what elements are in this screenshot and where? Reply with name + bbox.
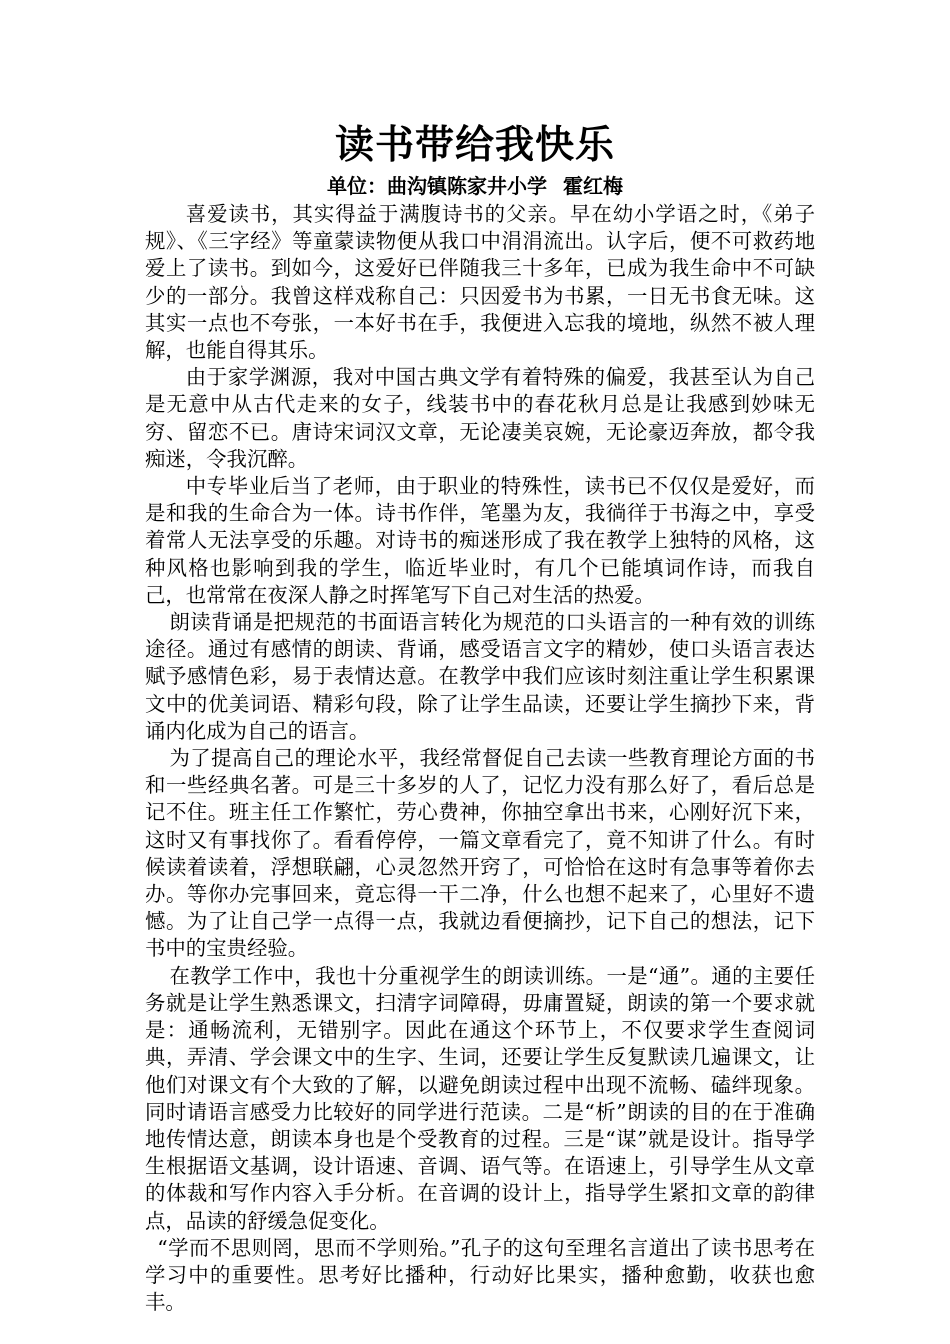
author-byline [0,172,950,200]
paragraph: 为了提高自己的理论水平，我经常督促自己去读一些教育理论方面的书和一些经典名著。可是三十多岁的人了，记忆力没有那么好了，看后总是记不住。班主任工作繁忙，劳心费神，你抽空拿出书来，心刚好沉下来，这时又有事找你了。看看停停，一篇文章看完了，竟不知讲了什么。有时候读着读着，浮想联翩，心灵忽然开窍了，可恰恰在这时有急事等着你去办。等你办完事回来，竟忘得一干二净，什么也想不起来了，心里好不遗憾。为了让自己学一点得一点，我就边看便摘抄，记下自己的想法，记下书中的宝贵经验。 [145,746,815,961]
paragraph: 在教学工作中，我也十分重视学生的朗读训练。一是“通”。通的主要任务就是让学生熟悉课文，扫清字词障碍，毋庸置疑，朗读的第一个要求就是：通畅流利，无错别字。因此在通这个环节上，不仅要求学生查阅词典，弄清、学会课文中的生字、生词，还要让学生反复默读几遍课文，让他们对课文有个大致的了解，以避免朗读过程中出现不流畅、磕绊现象。同时请语言感受力比较好的同学进行范读。二是“析”朗读的目的在于准确地传情达意，朗读本身也是个受教育的过程。三是“谋”就是设计。指导学生根据语文基调，设计语速、音调、语气等。在语速上，引导学生从文章的体裁和写作内容入手分析。在音调的设计上，指导学生紧扣文章的韵律点，品读的舒缓急促变化。 [145,963,815,1233]
paragraph: 朗读背诵是把规范的书面语言转化为规范的口头语言的一种有效的训练途径。通过有感情的朗读、背诵，感受语言文字的精妙，使口头语言表达赋予感情色彩，易于表情达意。在教学中我们应该时刻注重让学生积累课文中的优美词语、精彩句段，除了让学生品读，还要让学生摘抄下来，背诵内化成为自己的语言。 [145,610,815,743]
paragraph: 由于家学渊源，我对中国古典文学有着特殊的偏爱，我甚至认为自己是无意中从古代走来的女子，线装书中的春花秋月总是让我感到妙味无穷、留恋不已。唐诗宋词汉文章，无论凄美哀婉，无论豪迈奔放，都令我痴迷，令我沉醉。 [145,365,815,471]
author-name: 霍红梅 [563,174,623,198]
paragraph: “学而不思则罔，思而不学则殆。”孔子的这句至理名言道出了读书思考在学习中的重要性。思考好比播种，行动好比果实，播种愈勤，收获也愈丰。 [145,1235,815,1315]
unit-label: 单位：曲沟镇陈家井小学 [327,174,547,198]
document-title: 读书带给我快乐 [334,122,615,168]
paragraph: 中专毕业后当了老师，由于职业的特殊性，读书已不仅仅是爱好，而是和我的生命合为一体。诗书作伴，笔墨为友，我徜徉于书海之中，享受着常人无法享受的乐趣。对诗书的痴迷形成了我在教学上独特的风格，这种风格也影响到我的学生，临近毕业时，有几个已能填词作诗，而我自己，也常常在夜深人静之时挥笔写下自己对生活的热爱。 [145,474,815,607]
paragraph: 喜爱读书，其实得益于满腹诗书的父亲。早在幼小学语之时，《弟子规》、《三字经》等童蒙读物便从我口中涓涓流出。认字后，便不可救药地爱上了读书。到如今，这爱好已伴随我三十多年，已成为我生命中不可缺少的一部分。我曾这样戏称自己：只因爱书为书累，一日无书食无味。这其实一点也不夸张，一本好书在手，我便进入忘我的境地，纵然不被人理解，也能自得其乐。 [145,202,815,363]
article-body [145,201,815,1316]
